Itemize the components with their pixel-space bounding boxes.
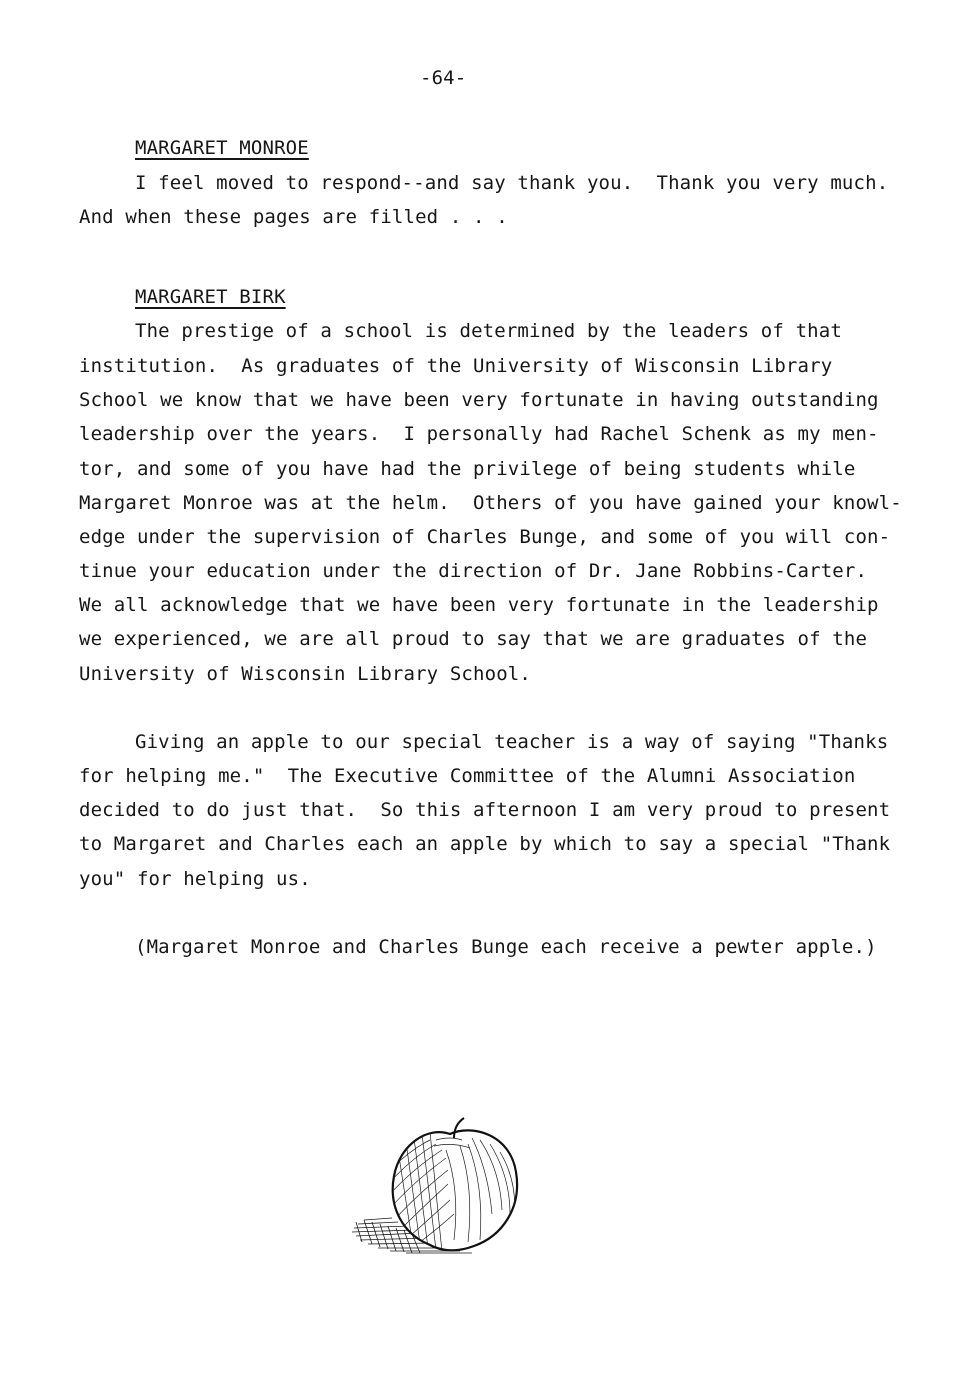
text-line: for helping me." The Executive Committee of the Alumni Association — [79, 765, 856, 787]
text-line: School we know that we have been very fortunate in having outstanding — [79, 389, 879, 411]
text-line: I feel moved to respond--and say thank you. Thank you very much. — [135, 172, 889, 194]
text-line: to Margaret and Charles each an apple by which to say a special "Thank — [79, 833, 891, 855]
stage-direction: (Margaret Monroe and Charles Bunge each receive a pewter apple.) — [135, 936, 877, 958]
apple-sketch-icon — [350, 1110, 525, 1260]
text-line: you" for helping us. — [79, 868, 311, 890]
text-line: And when these pages are filled . . . — [79, 206, 508, 228]
speaker-heading-birk: MARGARET BIRK — [135, 286, 286, 308]
text-line: The prestige of a school is determined by the leaders of that — [135, 320, 842, 342]
text-line: University of Wisconsin Library School. — [79, 663, 531, 685]
text-line: edge under the supervision of Charles Bunge, and some of you will con- — [79, 526, 891, 548]
text-line: Giving an apple to our special teacher is a way of saying "Thanks — [135, 731, 889, 753]
text-line: Margaret Monroe was at the helm. Others of you have gained your knowl- — [79, 492, 902, 514]
page-number: -64- — [420, 67, 467, 89]
text-line: tor, and some of you have had the privilege of being students while — [79, 458, 856, 480]
speaker-heading-monroe: MARGARET MONROE — [135, 137, 309, 159]
text-line: decided to do just that. So this afternoon I am very proud to present — [79, 799, 891, 821]
text-line: We all acknowledge that we have been very fortunate in the leadership — [79, 594, 879, 616]
text-line: institution. As graduates of the University of Wisconsin Library — [79, 355, 833, 377]
text-line: tinue your education under the direction of Dr. Jane Robbins-Carter. — [79, 560, 868, 582]
text-line: leadership over the years. I personally had Rachel Schenk as my men- — [79, 423, 879, 445]
text-line: we experienced, we are all proud to say that we are graduates of the — [79, 628, 868, 650]
